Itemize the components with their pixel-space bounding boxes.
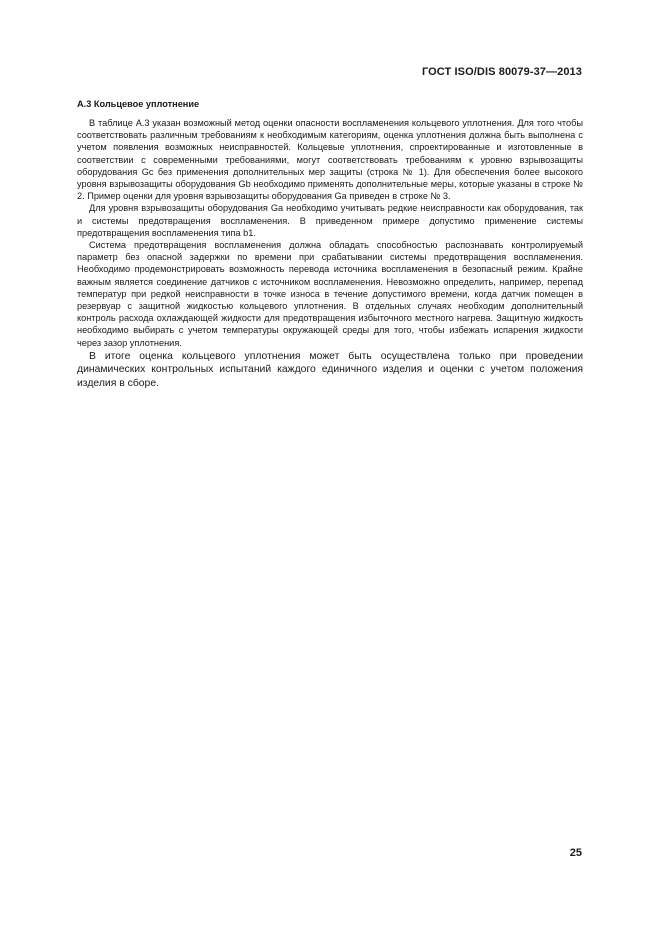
page-content xyxy=(77,98,583,391)
document-id-header: ГОСТ ISO/DIS 80079-37—2013 xyxy=(421,66,582,78)
section-title: А.3 Кольцевое уплотнение xyxy=(77,99,200,109)
page-number: 25 xyxy=(569,847,582,859)
paragraph-3: Система предотвращения воспламенения должна обладать способностью распознавать контролируемый параметр без опасной задержки по времени при срабатывании системы предотвращения воспламенения. Необходимо продемонстрировать возможность перевода источника воспламенения в безопасный режим. Крайне важным является соединение датчиков с источником воспламенения. Невозможно определить, например, перепад температур при редкой неисправности в точке износа в течение допустимого времени, когда датчик помещен в резервуар с защитной жидкостью кольцевого уплотнения. В отдельных случаях необходим дополнительный контроль расхода охлаждающей жидкости для предотвращения избыточного местного нагрева. Защитную жидкость необходимо выбирать с учетом температуры окружающей среды для того, чтобы избежать испарения жидкости через зазор уплотнения. xyxy=(77,240,583,348)
paragraph-4: В итоге оценка кольцевого уплотнения может быть осуществлена только при проведении динамических контрольных испытаний каждого единичного изделия и оценки с учетом положения изделия в сборе. xyxy=(77,350,583,390)
paragraph-2: Для уровня взрывозащиты оборудования Ga необходимо учитывать редкие неисправности как оборудования, так и системы предотвращения воспламенения. В приведенном примере допустимо применение системы предотвращения воспламенения типа b1. xyxy=(77,203,583,238)
paragraph-1: В таблице А.3 указан возможный метод оценки опасности воспламенения кольцевого уплотнения. Для того чтобы соответствовать различным требованиям к необходимым категориям, оценка уплотнения должна быть выполнена с учетом появления возможных неисправностей. Кольцевые уплотнения, спроектированные и изготовленные в соответствии с современными требованиями, могут соответствовать требованиям к уровню взрывозащиты оборудования Gc без применения дополнительных мер защиты (строка № 1). Для обеспечения более высокого уровня взрывозащиты оборудования Gb необходимо применять дополнительные меры, которые указаны в строке № 2. Пример оценки для уровня взрывозащиты оборудования Ga приведен в строке № 3. xyxy=(77,118,583,202)
